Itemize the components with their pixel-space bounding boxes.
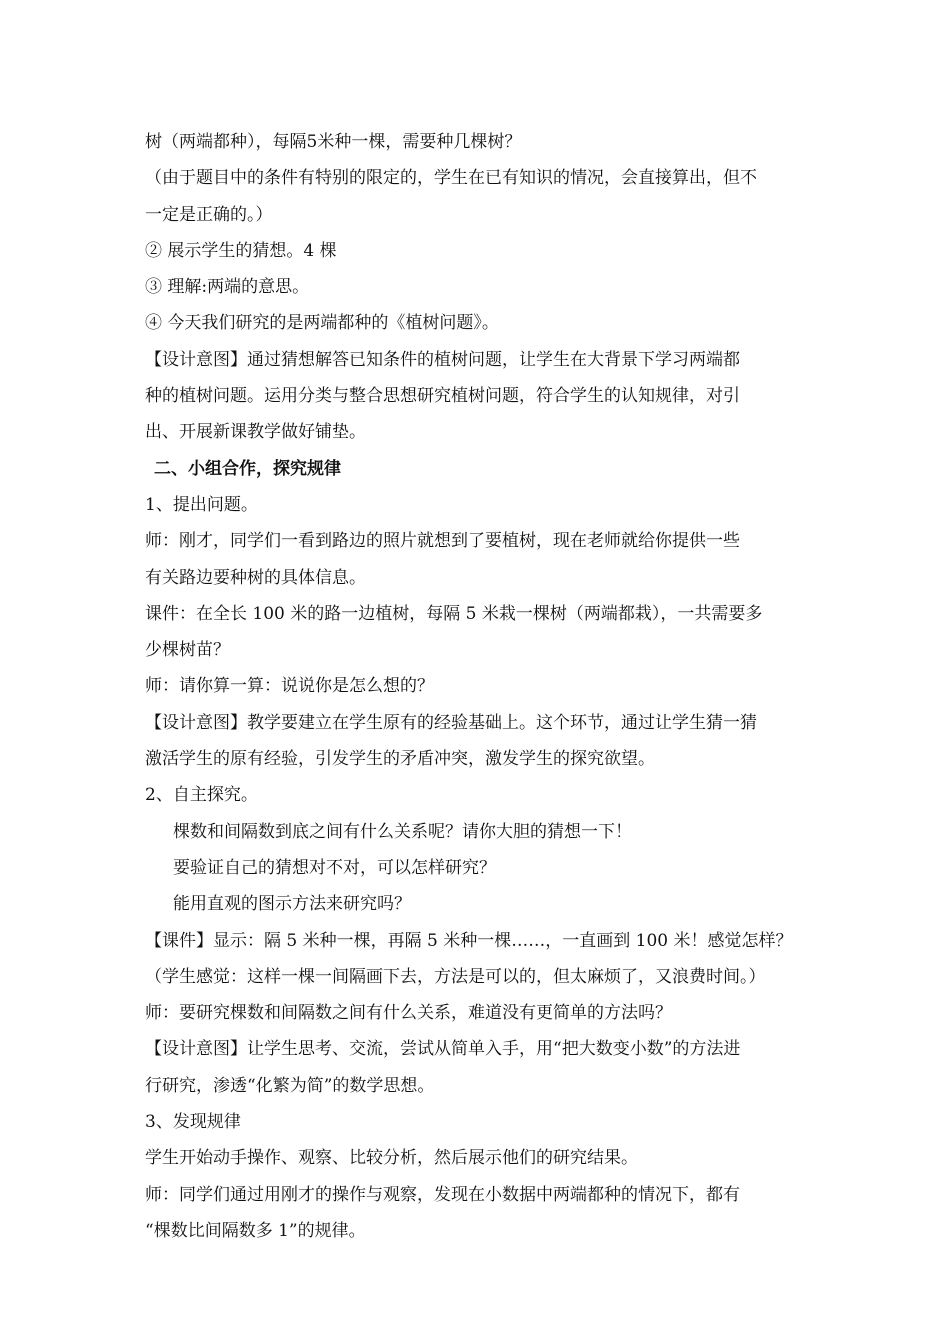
text-line: 师：请你算一算：说说你是怎么想的？	[145, 676, 434, 697]
document-body	[145, 124, 825, 1249]
text-line: 出、开展新课教学做好铺垫。	[145, 422, 366, 443]
text-line: 3、发现规律	[145, 1112, 241, 1133]
text-line: 【设计意图】通过猜想解答已知条件的植树问题，让学生在大背景下学习两端都	[145, 349, 740, 370]
text-line: 一定是正确的。）	[145, 204, 273, 225]
text-line: 师：要研究棵数和间隔数之间有什么关系，难道没有更简单的方法吗？	[145, 1003, 672, 1024]
text-line: （由于题目中的条件有特别的限定的，学生在已有知识的情况，会直接算出，但不	[145, 168, 757, 189]
text-line: 棵数和间隔数到底之间有什么关系呢？请你大胆的猜想一下！	[173, 821, 632, 842]
text-line: 1、提出问题。	[145, 494, 258, 515]
text-line: 树（两端都种），每隔5米种一棵，需要种几棵树？	[145, 132, 522, 152]
text-line: “棵数比间隔数多 1”的规律。	[145, 1220, 366, 1241]
text-line: 行研究，渗透“化繁为简”的数学思想。	[145, 1075, 435, 1096]
text-line: 有关路边要种树的具体信息。	[145, 567, 366, 588]
text-line: 能用直观的图示方法来研究吗？	[173, 894, 411, 915]
text-line: 师：刚才，同学们一看到路边的照片就想到了要植树，现在老师就给你提供一些	[145, 531, 740, 552]
text-line: 【课件】显示：隔 5 米种一棵，再隔 5 米种一棵……，一直画到 100 米！感觉怎样？	[145, 930, 793, 951]
text-line: 【设计意图】让学生思考、交流，尝试从简单入手，用“把大数变小数”的方法进	[145, 1039, 741, 1060]
text-line: 课件：在全长 100 米的路一边植树，每隔 5 米栽一棵树（两端都栽），一共需要多	[145, 603, 763, 624]
text-line: ② 展示学生的猜想。4 棵	[145, 240, 337, 261]
section-heading: 二、小组合作，探究规律	[154, 458, 341, 479]
text-line: 学生开始动手操作、观察、比较分析，然后展示他们的研究结果。	[145, 1148, 638, 1169]
text-line: 少棵树苗？	[145, 640, 230, 661]
text-line: （学生感觉：这样一棵一间隔画下去，方法是可以的，但太麻烦了，又浪费时间。）	[145, 966, 766, 987]
text-line: 种的植树问题。运用分类与整合思想研究植树问题，符合学生的认知规律，对引	[145, 386, 740, 407]
text-line: 【设计意图】教学要建立在学生原有的经验基础上。这个环节，通过让学生猜一猜	[145, 712, 757, 733]
text-line: 激活学生的原有经验，引发学生的矛盾冲突，激发学生的探究欲望。	[145, 749, 655, 770]
text-line: 师：同学们通过用刚才的操作与观察，发现在小数据中两端都种的情况下，都有	[145, 1184, 740, 1205]
text-line: ③ 理解:两端的意思。	[145, 277, 310, 298]
text-line: 要验证自己的猜想对不对，可以怎样研究？	[173, 857, 496, 878]
text-line: 2、自主探究。	[145, 785, 258, 806]
text-line: ④ 今天我们研究的是两端都种的《植树问题》。	[145, 313, 499, 334]
